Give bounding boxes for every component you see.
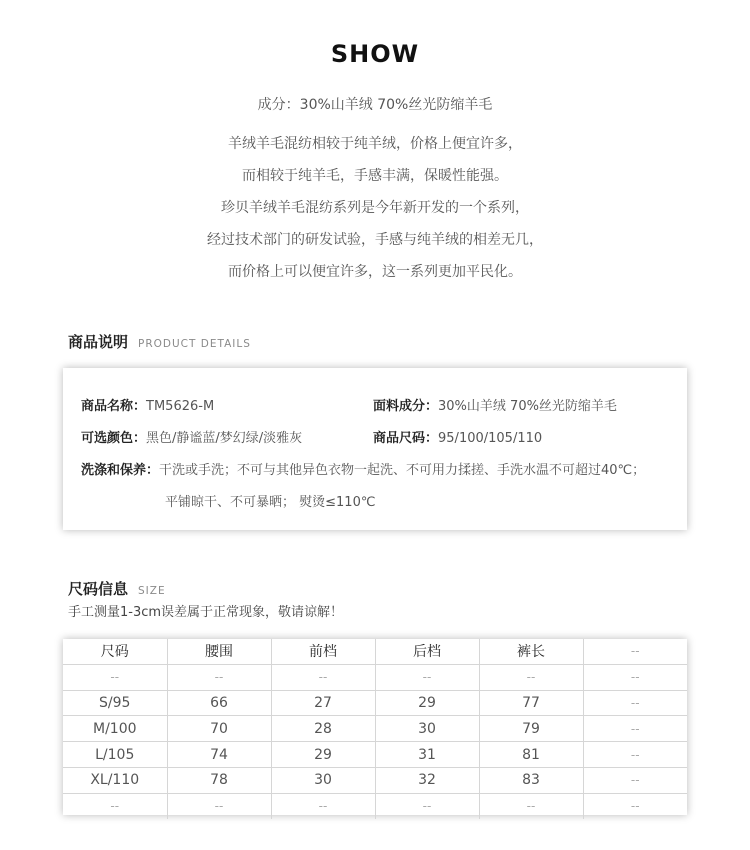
product-details-heading-en: PRODUCT DETAILS xyxy=(138,338,251,350)
table-cell: S/95 xyxy=(63,690,167,716)
fabric-value: 30%山羊绒 70%丝光防缩羊毛 xyxy=(438,399,617,414)
care-label: 洗涤和保养： xyxy=(81,463,160,478)
table-cell: -- xyxy=(167,793,271,818)
table-cell: 81 xyxy=(479,742,583,768)
table-cell: 66 xyxy=(167,690,271,716)
size-table-header-row xyxy=(63,639,687,664)
size-heading-cn: 尺码信息 xyxy=(68,580,129,598)
intro-line: 而相较于纯羊毛，手感丰满，保暖性能强。 xyxy=(242,168,508,184)
table-row xyxy=(63,742,687,768)
table-cell: -- xyxy=(583,716,687,742)
care-field-continued xyxy=(165,491,375,510)
table-cell: M/100 xyxy=(63,716,167,742)
table-row xyxy=(63,690,687,716)
column-header-length: 裤长 xyxy=(479,639,583,664)
size-table xyxy=(63,639,687,815)
size-field xyxy=(373,427,542,446)
table-cell: 32 xyxy=(375,767,479,793)
table-row xyxy=(63,767,687,793)
color-label: 可选颜色： xyxy=(81,431,147,446)
table-cell: -- xyxy=(583,742,687,768)
table-cell: 29 xyxy=(271,742,375,768)
table-row xyxy=(63,664,687,690)
table-cell: 70 xyxy=(167,716,271,742)
table-cell: -- xyxy=(63,664,167,690)
table-cell: 30 xyxy=(375,716,479,742)
product-name-value: TM5626-M xyxy=(146,399,215,414)
table-cell: 78 xyxy=(167,767,271,793)
table-cell: -- xyxy=(375,664,479,690)
table-cell: L/105 xyxy=(63,742,167,768)
table-cell: 27 xyxy=(271,690,375,716)
table-cell: 83 xyxy=(479,767,583,793)
product-name-field xyxy=(81,395,214,414)
table-cell: 77 xyxy=(479,690,583,716)
table-cell: -- xyxy=(271,793,375,818)
care-value-line-2: 平铺晾干、不可暴晒； 熨烫≤110℃ xyxy=(165,495,376,510)
size-label: 商品尺码： xyxy=(373,431,439,446)
size-value: 95/100/105/110 xyxy=(438,431,543,446)
fabric-label: 面料成分： xyxy=(373,399,439,414)
table-cell: -- xyxy=(167,664,271,690)
product-details-card xyxy=(63,368,687,530)
column-header-size: 尺码 xyxy=(63,639,167,664)
table-cell: -- xyxy=(583,664,687,690)
fabric-field xyxy=(373,395,617,414)
table-cell: -- xyxy=(375,793,479,818)
table-cell: -- xyxy=(583,767,687,793)
intro-line: 珍贝羊绒羊毛混纺系列是今年新开发的一个系列， xyxy=(221,200,529,216)
show-title: SHOW xyxy=(330,40,420,68)
intro-text xyxy=(0,128,750,288)
table-cell: 79 xyxy=(479,716,583,742)
table-cell: -- xyxy=(583,690,687,716)
color-field xyxy=(81,427,302,446)
table-cell: -- xyxy=(479,664,583,690)
table-row xyxy=(63,793,687,818)
intro-line: 经过技术部门的研发试验，手感与纯羊绒的相差无几， xyxy=(207,232,543,248)
care-value-line-1: 干洗或手洗；不可与其他异色衣物一起洗、不可用力揉搓、手洗水温不可超过40℃； xyxy=(159,463,646,478)
column-header-front-rise: 前档 xyxy=(271,639,375,664)
table-cell: -- xyxy=(271,664,375,690)
size-heading xyxy=(68,578,166,599)
product-details-heading xyxy=(68,331,251,352)
product-name-label: 商品名称： xyxy=(81,399,147,414)
size-note: 手工测量1-3cm误差属于正常现象，敬请谅解！ xyxy=(68,605,344,620)
table-cell: XL/110 xyxy=(63,767,167,793)
column-header-back-rise: 后档 xyxy=(375,639,479,664)
intro-line: 羊绒羊毛混纺相较于纯羊绒，价格上便宜许多， xyxy=(228,136,522,152)
size-heading-en: SIZE xyxy=(138,585,166,597)
table-cell: 29 xyxy=(375,690,479,716)
care-field xyxy=(81,459,645,478)
intro-line: 而价格上可以便宜许多，这一系列更加平民化。 xyxy=(228,264,522,280)
table-cell: -- xyxy=(63,793,167,818)
color-value: 黑色/静谧蓝/梦幻绿/淡雅灰 xyxy=(146,431,303,446)
column-header-empty: -- xyxy=(583,639,687,664)
composition-line: 成分：30%山羊绒 70%丝光防缩羊毛 xyxy=(257,97,493,113)
table-cell: 31 xyxy=(375,742,479,768)
table-cell: 28 xyxy=(271,716,375,742)
table-cell: 30 xyxy=(271,767,375,793)
table-row xyxy=(63,716,687,742)
table-cell: -- xyxy=(630,799,640,814)
product-details-heading-cn: 商品说明 xyxy=(68,333,129,351)
table-cell: -- xyxy=(479,793,583,818)
column-header-waist: 腰围 xyxy=(167,639,271,664)
table-cell: 74 xyxy=(167,742,271,768)
